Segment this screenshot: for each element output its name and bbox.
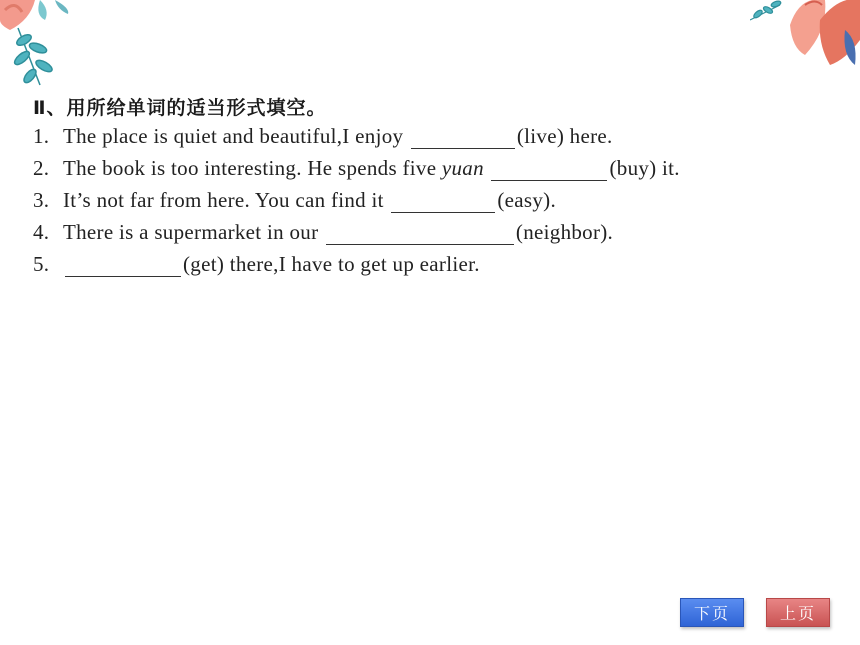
answer-blank[interactable] — [411, 126, 515, 149]
question-number: 2. — [33, 156, 50, 180]
previous-page-button[interactable]: 上页 — [766, 598, 830, 627]
leaf-decoration-right — [750, 0, 860, 70]
question-hint: (easy). — [497, 188, 557, 212]
question-number: 4. — [33, 220, 50, 244]
question-text: There is a supermarket in our — [63, 220, 324, 244]
question-5 — [33, 249, 480, 279]
leaf-decoration-left — [0, 0, 80, 95]
question-hint: (live) here. — [516, 124, 613, 148]
question-text: The place is quiet and beautiful,I enjoy — [63, 124, 409, 148]
next-page-button[interactable]: 下页 — [680, 598, 744, 627]
question-text: The book is too interesting. He spends five — [63, 156, 442, 180]
question-hint: (neighbor). — [515, 220, 614, 244]
question-hint: (buy) it. — [609, 156, 680, 180]
question-hint: (get) there,I have to get up earlier. — [183, 252, 480, 276]
answer-blank[interactable] — [326, 222, 514, 245]
question-3 — [33, 185, 556, 215]
question-2 — [33, 153, 680, 183]
question-4 — [33, 217, 613, 247]
question-italic-word: yuan — [441, 156, 484, 180]
question-number: 1. — [33, 124, 50, 148]
section-title: Ⅱ、用所给单词的适当形式填空。 — [33, 97, 327, 119]
question-number: 3. — [33, 188, 50, 212]
question-text: It’s not far from here. You can find it — [63, 188, 390, 212]
question-number: 5. — [33, 252, 50, 276]
answer-blank[interactable] — [391, 190, 495, 213]
answer-blank[interactable] — [65, 254, 181, 277]
answer-blank[interactable] — [491, 158, 607, 181]
question-1 — [33, 121, 613, 151]
